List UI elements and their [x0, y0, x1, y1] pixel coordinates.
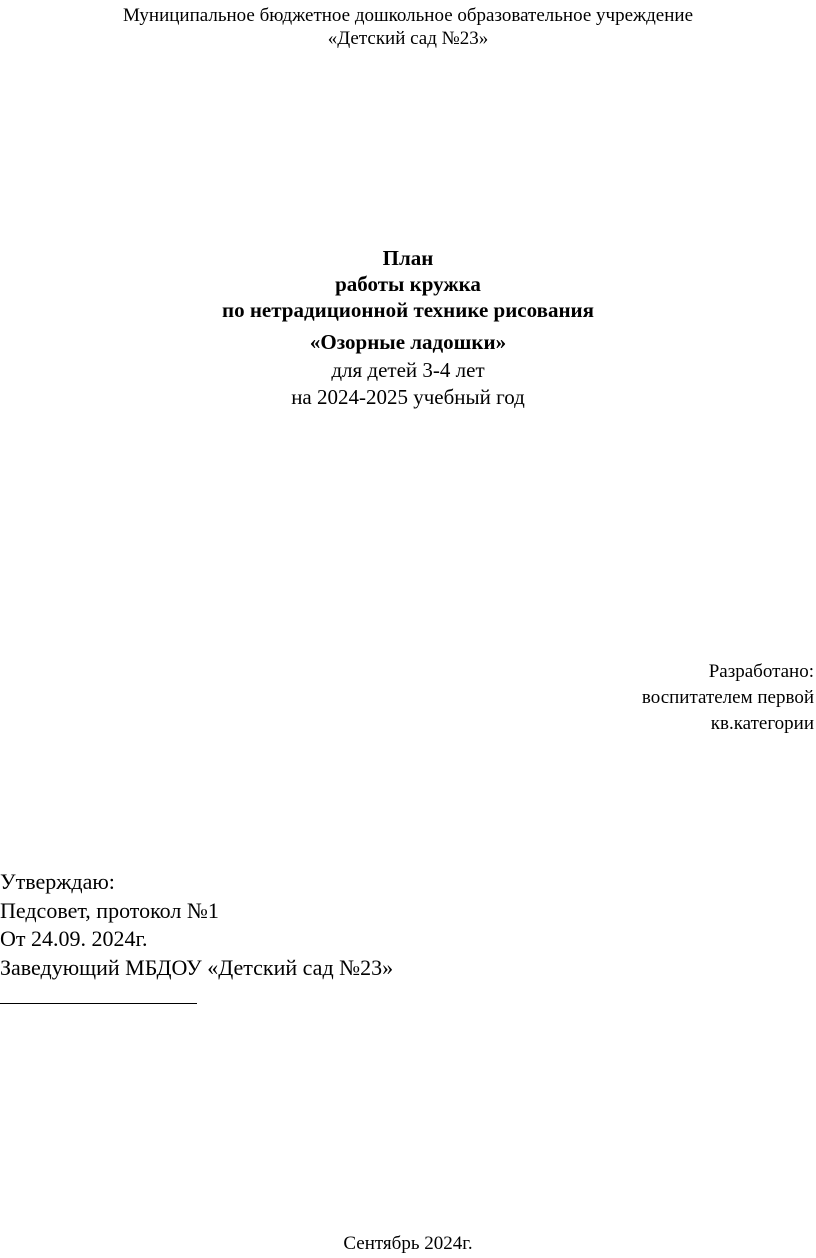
title-circle-work: работы кружка [335, 272, 481, 296]
title-plan: План [382, 246, 434, 270]
title-school-year: на 2024-2025 учебный год [291, 385, 525, 409]
signature-line [0, 1003, 197, 1004]
developer-position: воспитателем первой [641, 687, 814, 708]
institution-name: Муниципальное бюджетное дошкольное образовательное учреждение [123, 5, 693, 26]
footer-date: Сентябрь 2024г. [343, 1233, 473, 1254]
developer-category: кв.категории [710, 713, 814, 734]
title-program-name: «Озорные ладошки» [309, 330, 507, 354]
approval-head: Заведующий МБДОУ «Детский сад №23» [0, 955, 394, 980]
developed-label: Разработано: [708, 661, 814, 682]
kindergarten-name: «Детский сад №23» [327, 28, 489, 49]
title-age-group: для детей 3-4 лет [331, 358, 485, 382]
title-technique: по нетрадиционной технике рисования [221, 298, 595, 322]
approval-date: От 24.09. 2024г. [0, 926, 148, 951]
approval-protocol: Педсовет, протокол №1 [0, 898, 219, 923]
approval-label: Утверждаю: [0, 869, 115, 894]
